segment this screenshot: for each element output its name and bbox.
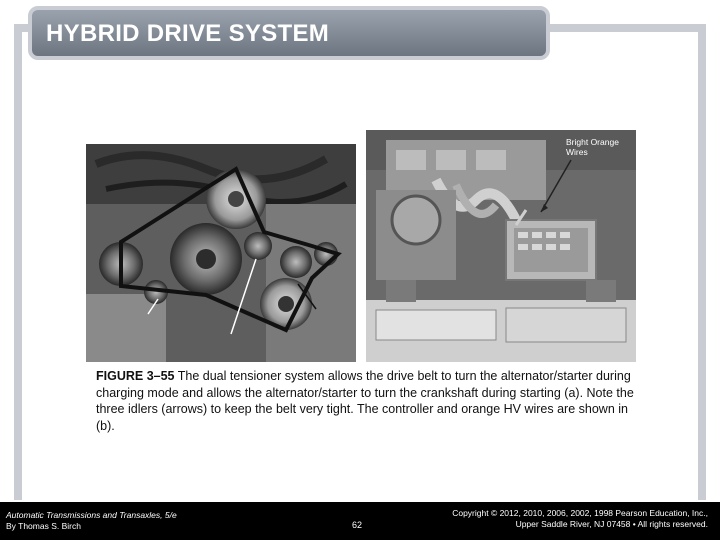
- footer-copyright: [452, 508, 708, 530]
- photo-engine-belt-drive: [86, 144, 356, 362]
- slide-footer: [0, 502, 720, 540]
- footer-copyright-line1: Copyright © 2012, 2010, 2006, 2002, 1998 Pearson Education, Inc.,: [452, 508, 708, 518]
- figure-label: FIGURE 3–55: [96, 369, 175, 383]
- footer-book-title: Automatic Transmissions and Transaxles, 5/e: [6, 510, 177, 520]
- slide-frame-right: [698, 30, 706, 500]
- figure-caption: [96, 368, 641, 434]
- footer-page-number: 62: [352, 520, 363, 530]
- footer-copyright-line2: Upper Saddle River, NJ 07458 • All rights reserved.: [515, 519, 708, 529]
- footer-book-info: [6, 510, 177, 532]
- bright-orange-wires-label-line2: Wires: [566, 147, 588, 157]
- slide-frame-left: [14, 30, 22, 500]
- footer-author: By Thomas S. Birch: [6, 521, 81, 531]
- title-banner: [28, 6, 550, 60]
- photo-hybrid-controller: [366, 130, 636, 362]
- figure-caption-text: The dual tensioner system allows the drive belt to turn the alternator/starter during charging mode and allows the alternator/starter to turn the crankshaft during starting (a). Note the three idlers (arrows) to keep the belt very tight. The controller and orange HV wires are shown in (b).: [96, 369, 634, 433]
- bright-orange-wires-label-line1: Bright Orange: [566, 137, 619, 147]
- slide-title: HYBRID DRIVE SYSTEM: [46, 20, 330, 47]
